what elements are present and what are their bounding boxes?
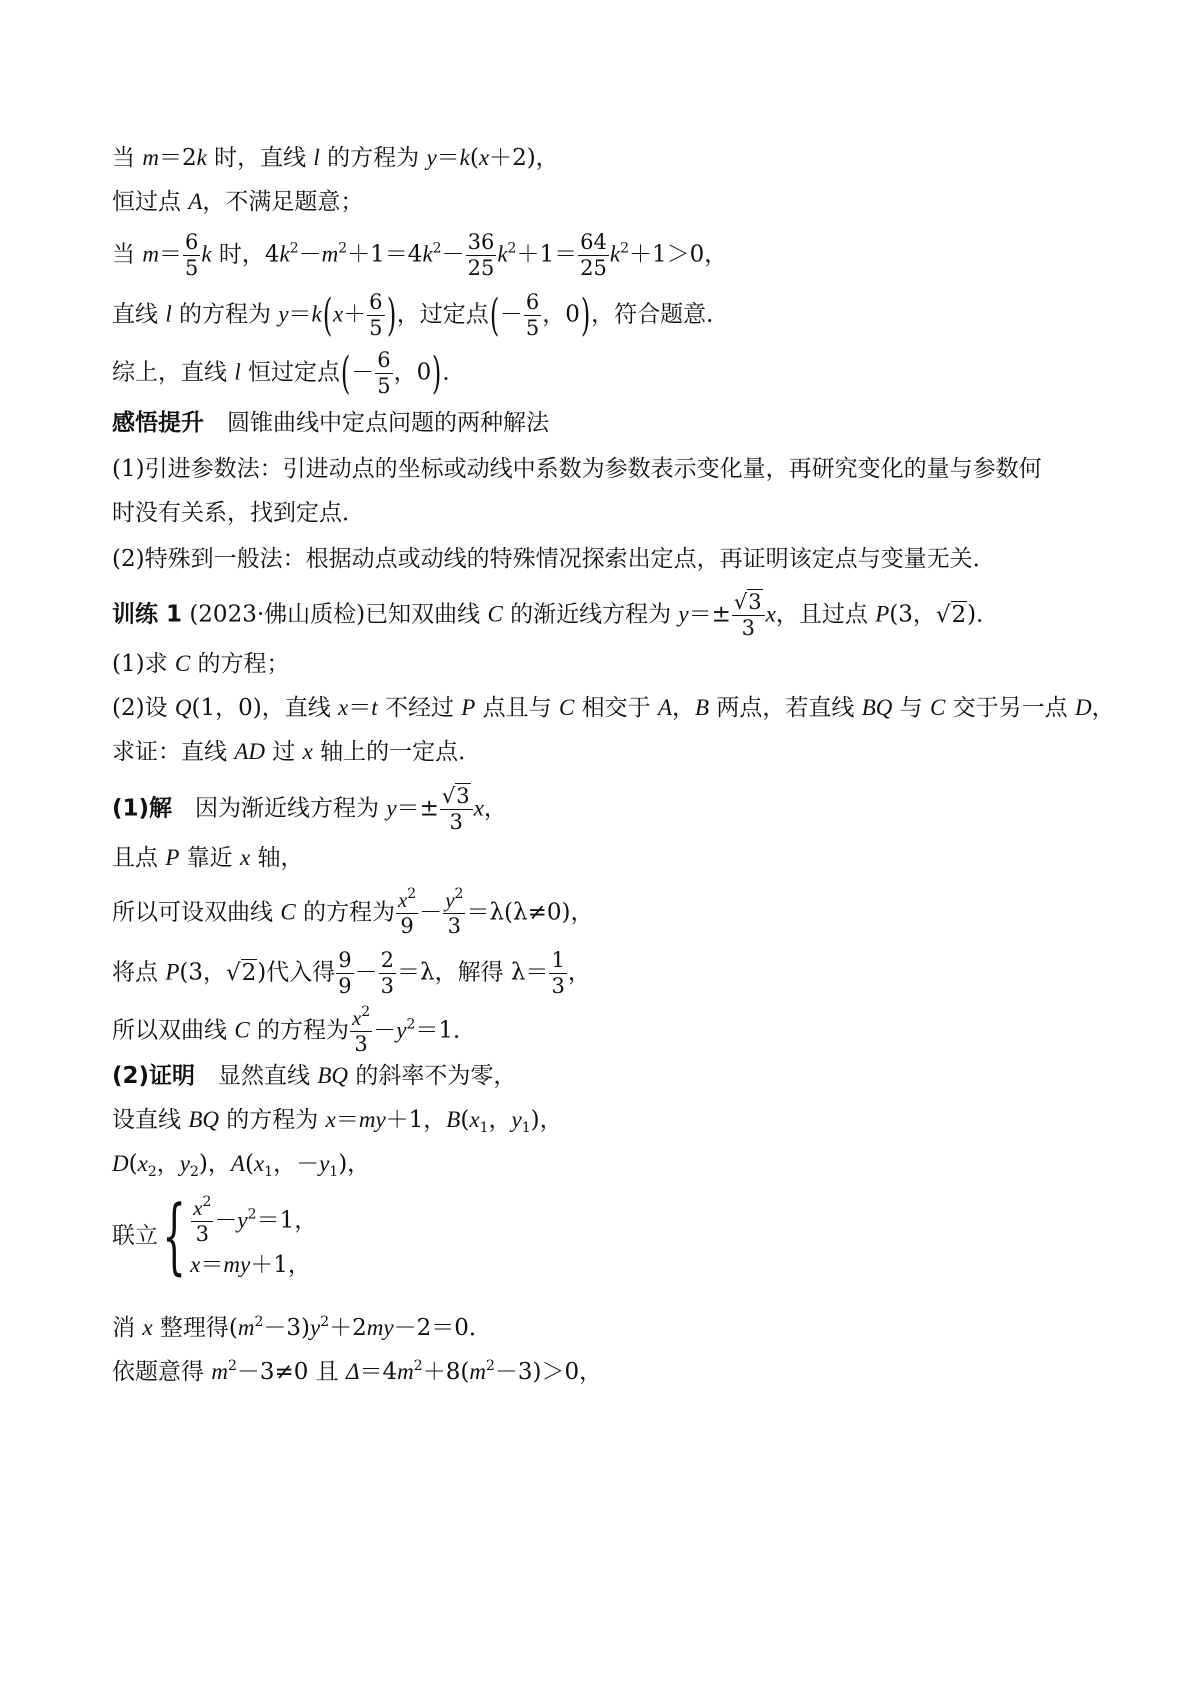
system-eq-1: $\frac{x^2}{3}$ $-y^2=1$，	[193, 1193, 318, 1246]
text-line-20: 设直线 BQ 的方程为 x＝my＋1，$B(x_1$，$y_1$)，	[112, 1107, 563, 1136]
equation-system	[112, 1189, 318, 1284]
insight-text: 圆锥曲线中定点问题的两种解法	[227, 410, 549, 436]
solution-2-title: (2)证明	[112, 1063, 196, 1089]
text-line-7: (1)引进参数法：引进动点的坐标或动线中系数为参数表示变化量，再研究变化的量与参数何	[112, 456, 1042, 482]
exercise-title: 训练 1	[112, 601, 183, 628]
exercise-heading: 训练 1 (2023·佛山质检)已知双曲线 C 的渐近线方程为 y＝± $\frac{√3}{3}$ x，且过点 P(3，√2)．	[112, 590, 1000, 640]
text-line-16: 所以可设双曲线 C 的方程为 $\frac{x^2}{9}$ － $\frac{y^2}{3}$ ＝λ(λ≠0)，	[112, 886, 594, 938]
text-line-5: 综上，直线 l 恒过定点(－ $\frac{6}{5}$ ，0)．	[112, 347, 466, 399]
text-line-12: (2)设 Q(1，0)，直线 x＝t 不经过 P 点且与 C 相交于 A，B 两点，若直线 BQ 与 C 交于另一点 D，	[112, 695, 1115, 721]
text-line-9: (2)特殊到一般法：根据动点或动线的特殊情况探索出定点，再证明该定点与变量无关．	[112, 546, 996, 572]
system-label: 联立	[112, 1223, 158, 1249]
text-line-8: 时没有关系，找到定点．	[112, 500, 365, 526]
text-line-15: 且点 P 靠近 x 轴，	[112, 845, 304, 871]
text-line-13: 求证：直线 AD 过 x 轴上的一定点．	[112, 739, 482, 765]
solution-1-title: (1)解	[112, 795, 173, 822]
insight-heading	[112, 412, 549, 435]
solution-1-heading: (1)解 因为渐近线方程为 y＝± $\frac{√3}{3}$ x，	[112, 784, 507, 834]
text-line-17: 将点 P(3，√2)代入得 $\frac{9}{9}$ － $\frac{2}{3}$ ＝λ，解得 λ＝ $\frac{1}{3}$ ，	[112, 948, 591, 998]
text-line-24: 依题意得 $m^2-3\ne 0$ 且 $\Delta=4m^2+8(m^2-3)>0$，	[112, 1358, 603, 1385]
text-line-2: 恒过点 A，不满足题意；	[112, 189, 364, 215]
text-line-18: 所以双曲线 C 的方程为 $\frac{x^2}{3}$ $-y^2=1$．	[112, 1004, 476, 1056]
system-eq-2: x＝my＋1，	[190, 1251, 311, 1278]
solution-2-heading: (2)证明 显然直线 BQ 的斜率不为零，	[112, 1063, 517, 1089]
insight-title: 感悟提升	[112, 410, 204, 436]
text-line-4: 直线 l 的方程为 y＝k(x＋ $\frac{6}{5}$ )，过定点(－ $\frac{6}{5}$ ，0)，符合题意．	[112, 289, 730, 341]
text-line-11: (1)求 C 的方程；	[112, 651, 290, 677]
text-line-3: 当 m＝ $\frac{6}{5}$ k 时，$4k^2-m^2+1=4k^2-$ $\frac{36}{25}$ $k^2+1=$ $\frac{64}{25}$ $k^2+1>0$，	[112, 230, 728, 280]
brace-symbol: {	[162, 1189, 186, 1284]
text-line-21: $D(x_2$，$y_2$)，$A(x_1$，$-y_1$)，	[112, 1151, 371, 1180]
text-line-23: 消 x 整理得$(m^2-3)y^2+2my-2=0$．	[112, 1314, 492, 1341]
text-line-1: 当 m＝2k 时，直线 l 的方程为 y＝k(x＋2)，	[112, 145, 559, 171]
